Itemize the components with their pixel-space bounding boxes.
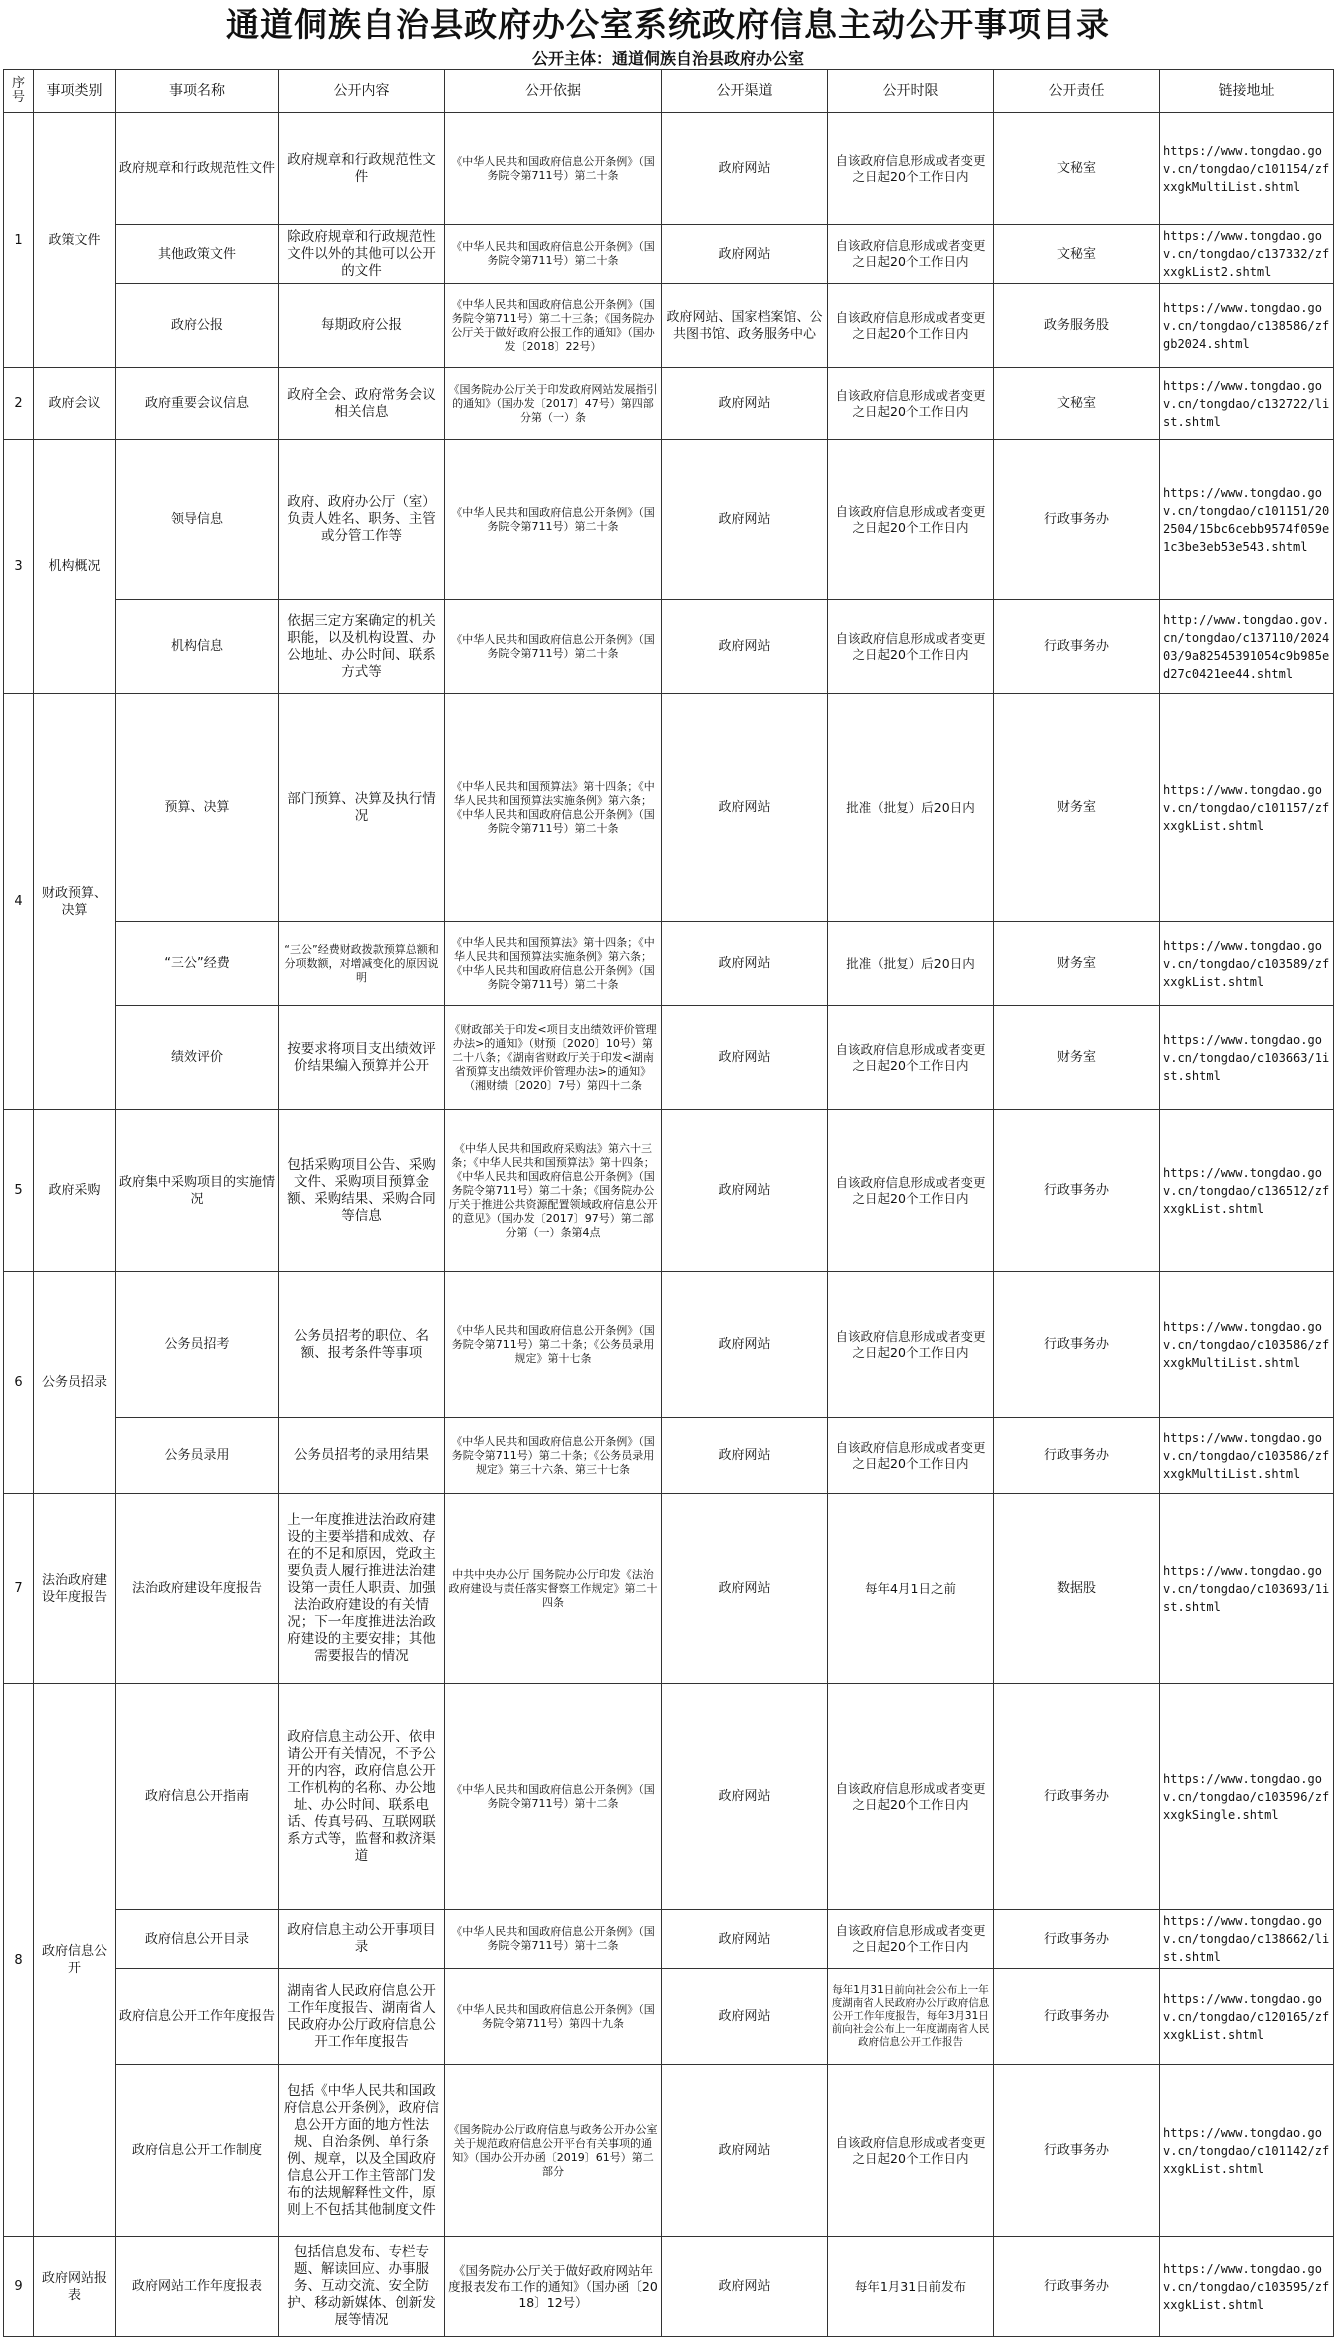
item-name: 政府集中采购项目的实施情况	[116, 1110, 279, 1272]
table-row	[4, 1110, 1334, 1272]
item-content: 政府全会、政府常务会议相关信息	[279, 368, 445, 440]
item-duty: 政务服务股	[994, 284, 1160, 368]
header-link: 链接地址	[1160, 70, 1334, 113]
item-basis: 《中华人民共和国政府信息公开条例》（国务院令第711号）第二十三条；《国务院办公厅关于做好政府公报工作的通知》（国办发〔2018〕22号）	[445, 284, 662, 368]
item-timing: 自该政府信息形成或者变更之日起20个工作日内	[828, 440, 994, 600]
item-channel: 政府网站	[662, 1494, 828, 1684]
item-channel: 政府网站	[662, 368, 828, 440]
item-timing: 自该政府信息形成或者变更之日起20个工作日内	[828, 1684, 994, 1910]
item-name: 公务员招考	[116, 1272, 279, 1418]
item-basis: 《中华人民共和国政府信息公开条例》（国务院令第711号）第二十条；《公务员录用规定》第十七条	[445, 1272, 662, 1418]
row-seq: 7	[4, 1494, 34, 1684]
item-name: 政府重要会议信息	[116, 368, 279, 440]
item-duty: 行政事务办	[994, 1684, 1160, 1910]
item-link[interactable]: https://www.tongdao.gov.cn/tongdao/c101142/zfxxgkList.shtml	[1160, 2065, 1334, 2237]
item-basis: 《中华人民共和国政府信息公开条例》（国务院令第711号）第二十条	[445, 440, 662, 600]
row-seq: 6	[4, 1272, 34, 1494]
row-category: 政策文件	[34, 113, 116, 368]
item-duty: 文秘室	[994, 113, 1160, 225]
row-category: 政府信息公开	[34, 1684, 116, 2237]
table-row	[4, 600, 1334, 694]
item-basis: 《中华人民共和国政府信息公开条例》（国务院令第711号）第二十条；《公务员录用规定》第三十六条、第三十七条	[445, 1418, 662, 1494]
item-basis: 《中华人民共和国政府信息公开条例》（国务院令第711号）第十二条	[445, 1910, 662, 1969]
table-row	[4, 922, 1334, 1006]
row-seq: 4	[4, 694, 34, 1110]
row-seq: 3	[4, 440, 34, 694]
item-duty: 数据股	[994, 1494, 1160, 1684]
item-duty: 行政事务办	[994, 2237, 1160, 2337]
item-name: 领导信息	[116, 440, 279, 600]
item-link[interactable]: https://www.tongdao.gov.cn/tongdao/c138586/zfgb2024.shtml	[1160, 284, 1334, 368]
disclosure-table	[3, 69, 1334, 2337]
item-timing: 自该政府信息形成或者变更之日起20个工作日内	[828, 1272, 994, 1418]
item-link[interactable]: https://www.tongdao.gov.cn/tongdao/c103693/1ist.shtml	[1160, 1494, 1334, 1684]
item-duty: 文秘室	[994, 225, 1160, 284]
item-content: 公务员招考的职位、名额、报考条件等事项	[279, 1272, 445, 1418]
item-name: 机构信息	[116, 600, 279, 694]
item-basis: 《中华人民共和国政府信息公开条例》（国务院令第711号）第二十条	[445, 225, 662, 284]
item-timing: 自该政府信息形成或者变更之日起20个工作日内	[828, 1110, 994, 1272]
table-row	[4, 1272, 1334, 1418]
header-channel: 公开渠道	[662, 70, 828, 113]
item-duty: 财务室	[994, 1006, 1160, 1110]
item-channel: 政府网站	[662, 2065, 828, 2237]
item-name: “三公”经费	[116, 922, 279, 1006]
item-link[interactable]: https://www.tongdao.gov.cn/tongdao/c103663/1ist.shtml	[1160, 1006, 1334, 1110]
row-category: 机构概况	[34, 440, 116, 694]
table-row	[4, 1494, 1334, 1684]
item-channel: 政府网站	[662, 113, 828, 225]
item-timing: 批准（批复）后20日内	[828, 694, 994, 922]
item-name: 预算、决算	[116, 694, 279, 922]
item-duty: 财务室	[994, 694, 1160, 922]
row-seq: 9	[4, 2237, 34, 2337]
item-basis: 《中华人民共和国政府信息公开条例》（国务院令第711号）第二十条	[445, 113, 662, 225]
item-name: 公务员录用	[116, 1418, 279, 1494]
table-row	[4, 284, 1334, 368]
item-content: 湖南省人民政府信息公开工作年度报告、湖南省人民政府办公厅政府信息公开工作年度报告	[279, 1969, 445, 2065]
item-basis: 《国务院办公厅关于印发政府网站发展指引的通知》（国办发〔2017〕47号）第四部分第（一）条	[445, 368, 662, 440]
header-seq: 序号	[4, 70, 34, 113]
item-channel: 政府网站	[662, 1684, 828, 1910]
item-channel: 政府网站	[662, 225, 828, 284]
item-link[interactable]: https://www.tongdao.gov.cn/tongdao/c120165/zfxxgkList.shtml	[1160, 1969, 1334, 2065]
table-row	[4, 2237, 1334, 2337]
header-category: 事项类别	[34, 70, 116, 113]
item-basis: 《中华人民共和国预算法》第十四条；《中华人民共和国预算法实施条例》第六条；《中华人民共和国政府信息公开条例》（国务院令第711号）第二十条	[445, 694, 662, 922]
item-link[interactable]: https://www.tongdao.gov.cn/tongdao/c101157/zfxxgkList.shtml	[1160, 694, 1334, 922]
page-subtitle: 公开主体：通道侗族自治县政府办公室	[531, 49, 804, 68]
item-basis: 《中华人民共和国政府采购法》第六十三条；《中华人民共和国预算法》第十四条；《中华人民共和国政府信息公开条例》（国务院令第711号）第二十条；《国务院办公厅关于推进公共资源配置领域政府信息公开的意见》（国办发〔2017〕97号）第二部分第（一）条第4点	[445, 1110, 662, 1272]
item-basis: 《中华人民共和国政府信息公开条例》（国务院令第711号）第十二条	[445, 1684, 662, 1910]
header-duty: 公开责任	[994, 70, 1160, 113]
item-link[interactable]: https://www.tongdao.gov.cn/tongdao/c103596/zfxxgkSingle.shtml	[1160, 1684, 1334, 1910]
item-link[interactable]: https://www.tongdao.gov.cn/tongdao/c101151/202504/15bc6cebb9574f059e1c3be3eb53e543.shtml	[1160, 440, 1334, 600]
item-basis: 《中华人民共和国政府信息公开条例》（国务院令第711号）第二十条	[445, 600, 662, 694]
item-channel: 政府网站、国家档案馆、公共图书馆、政务服务中心	[662, 284, 828, 368]
item-link[interactable]: https://www.tongdao.gov.cn/tongdao/c103595/zfxxgkList.shtml	[1160, 2237, 1334, 2337]
item-basis: 《国务院办公厅政府信息与政务公开办公室关于规范政府信息公开平台有关事项的通知》（国办公开办函〔2019〕61号）第二部分	[445, 2065, 662, 2237]
item-duty: 行政事务办	[994, 1272, 1160, 1418]
item-channel: 政府网站	[662, 2237, 828, 2337]
item-duty: 行政事务办	[994, 440, 1160, 600]
item-channel: 政府网站	[662, 1006, 828, 1110]
item-link[interactable]: http://www.tongdao.gov.cn/tongdao/c137110/202403/9a82545391054c9b985ed27c0421ee44.shtml	[1160, 600, 1334, 694]
item-channel: 政府网站	[662, 440, 828, 600]
item-basis: 《中华人民共和国预算法》第十四条；《中华人民共和国预算法实施条例》第六条；《中华人民共和国政府信息公开条例》（国务院令第711号）第二十条	[445, 922, 662, 1006]
item-content: 部门预算、决算及执行情况	[279, 694, 445, 922]
item-timing: 自该政府信息形成或者变更之日起20个工作日内	[828, 113, 994, 225]
header-basis: 公开依据	[445, 70, 662, 113]
item-content: 包括《中华人民共和国政府信息公开条例》，政府信息公开方面的地方性法规、自治条例、单行条例、规章，以及全国政府信息公开工作主管部门发布的法规解释性文件，原则上不包括其他制度文件	[279, 2065, 445, 2237]
item-content: 按要求将项目支出绩效评价结果编入预算并公开	[279, 1006, 445, 1110]
item-duty: 行政事务办	[994, 600, 1160, 694]
table-row	[4, 225, 1334, 284]
item-link[interactable]: https://www.tongdao.gov.cn/tongdao/c103589/zfxxgkList.shtml	[1160, 922, 1334, 1006]
item-basis: 《财政部关于印发<项目支出绩效评价管理办法>的通知》（财预〔2020〕10号）第二十八条；《湖南省财政厅关于印发<湖南省预算支出绩效评价管理办法>的通知》（湘财绩〔2020〕7号）第四十二条	[445, 1006, 662, 1110]
table-row	[4, 440, 1334, 600]
item-link[interactable]: https://www.tongdao.gov.cn/tongdao/c137332/zfxxgkList2.shtml	[1160, 225, 1334, 284]
item-duty: 行政事务办	[994, 2065, 1160, 2237]
item-channel: 政府网站	[662, 1110, 828, 1272]
item-duty: 财务室	[994, 922, 1160, 1006]
row-seq: 1	[4, 113, 34, 368]
item-basis: 《国务院办公厅关于做好政府网站年度报表发布工作的通知》（国办函〔2018〕12号）	[445, 2237, 662, 2337]
item-content: 上一年度推进法治政府建设的主要举措和成效、存在的不足和原因，党政主要负责人履行推进法治建设第一责任人职责、加强法治政府建设的有关情况；下一年度推进法治政府建设的主要安排；其他需要报告的情况	[279, 1494, 445, 1684]
row-category: 政府会议	[34, 368, 116, 440]
item-name: 其他政策文件	[116, 225, 279, 284]
item-name: 政府信息公开目录	[116, 1910, 279, 1969]
item-timing: 自该政府信息形成或者变更之日起20个工作日内	[828, 1910, 994, 1969]
row-category: 财政预算、决算	[34, 694, 116, 1110]
row-category: 政府网站报表	[34, 2237, 116, 2337]
page-title: 通道侗族自治县政府办公室系统政府信息主动公开事项目录	[226, 5, 1110, 44]
item-content: 政府信息主动公开事项目录	[279, 1910, 445, 1969]
item-basis: 《中华人民共和国政府信息公开条例》（国务院令第711号）第四十九条	[445, 1969, 662, 2065]
item-timing: 批准（批复）后20日内	[828, 922, 994, 1006]
item-content: 每期政府公报	[279, 284, 445, 368]
item-name: 政府规章和行政规范性文件	[116, 113, 279, 225]
header-name: 事项名称	[116, 70, 279, 113]
item-link[interactable]: https://www.tongdao.gov.cn/tongdao/c103586/zfxxgkMultiList.shtml	[1160, 1418, 1334, 1494]
item-content: 公务员招考的录用结果	[279, 1418, 445, 1494]
item-timing: 自该政府信息形成或者变更之日起20个工作日内	[828, 225, 994, 284]
table-row	[4, 1006, 1334, 1110]
item-timing: 自该政府信息形成或者变更之日起20个工作日内	[828, 1418, 994, 1494]
table-header-row	[4, 70, 1334, 113]
item-link[interactable]: https://www.tongdao.gov.cn/tongdao/c136512/zfxxgkList.shtml	[1160, 1110, 1334, 1272]
table-row	[4, 113, 1334, 225]
item-channel: 政府网站	[662, 922, 828, 1006]
item-channel: 政府网站	[662, 1969, 828, 2065]
header-content: 公开内容	[279, 70, 445, 113]
table-row	[4, 1418, 1334, 1494]
header-timing: 公开时限	[828, 70, 994, 113]
table-row	[4, 694, 1334, 922]
item-channel: 政府网站	[662, 600, 828, 694]
item-timing: 每年1月31日前向社会公布上一年度湖南省人民政府办公厅政府信息公开工作年度报告，每年3月31日前向社会公布上一年度湖南省人民政府信息公开工作报告	[828, 1969, 994, 2065]
table-row	[4, 1910, 1334, 1969]
row-category: 法治政府建设年度报告	[34, 1494, 116, 1684]
item-content: “三公”经费财政拨款预算总额和分项数额，对增减变化的原因说明	[279, 922, 445, 1006]
item-content: 除政府规章和行政规范性文件以外的其他可以公开的文件	[279, 225, 445, 284]
item-content: 包括信息发布、专栏专题、解读回应、办事服务、互动交流、安全防护、移动新媒体、创新发展等情况	[279, 2237, 445, 2337]
item-timing: 自该政府信息形成或者变更之日起20个工作日内	[828, 284, 994, 368]
item-timing: 自该政府信息形成或者变更之日起20个工作日内	[828, 2065, 994, 2237]
item-timing: 自该政府信息形成或者变更之日起20个工作日内	[828, 1006, 994, 1110]
row-seq: 8	[4, 1684, 34, 2237]
table-row	[4, 1969, 1334, 2065]
item-name: 绩效评价	[116, 1006, 279, 1110]
row-category: 公务员招录	[34, 1272, 116, 1494]
item-timing: 每年1月31日前发布	[828, 2237, 994, 2337]
item-channel: 政府网站	[662, 1418, 828, 1494]
item-name: 政府信息公开指南	[116, 1684, 279, 1910]
item-content: 政府规章和行政规范性文件	[279, 113, 445, 225]
item-basis: 中共中央办公厅 国务院办公厅印发《法治政府建设与责任落实督察工作规定》第二十四条	[445, 1494, 662, 1684]
item-name: 政府信息公开工作制度	[116, 2065, 279, 2237]
row-category: 政府采购	[34, 1110, 116, 1272]
item-channel: 政府网站	[662, 1910, 828, 1969]
item-link[interactable]: https://www.tongdao.gov.cn/tongdao/c138662/list.shtml	[1160, 1910, 1334, 1969]
table-row	[4, 368, 1334, 440]
item-duty: 文秘室	[994, 368, 1160, 440]
item-link[interactable]: https://www.tongdao.gov.cn/tongdao/c103586/zfxxgkMultiList.shtml	[1160, 1272, 1334, 1418]
item-name: 政府公报	[116, 284, 279, 368]
row-seq: 5	[4, 1110, 34, 1272]
item-content: 政府信息主动公开、依申请公开有关情况，不予公开的内容，政府信息公开工作机构的名称、办公地址、办公时间、联系电话、传真号码、互联网联系方式等，监督和救济渠道	[279, 1684, 445, 1910]
item-timing: 每年4月1日之前	[828, 1494, 994, 1684]
item-duty: 行政事务办	[994, 1110, 1160, 1272]
table-row	[4, 1684, 1334, 1910]
row-seq: 2	[4, 368, 34, 440]
item-link[interactable]: https://www.tongdao.gov.cn/tongdao/c101154/zfxxgkMultiList.shtml	[1160, 113, 1334, 225]
item-content: 依据三定方案确定的机关职能，以及机构设置、办公地址、办公时间、联系方式等	[279, 600, 445, 694]
item-channel: 政府网站	[662, 1272, 828, 1418]
item-duty: 行政事务办	[994, 1969, 1160, 2065]
item-name: 政府信息公开工作年度报告	[116, 1969, 279, 2065]
item-timing: 自该政府信息形成或者变更之日起20个工作日内	[828, 600, 994, 694]
table-row	[4, 2065, 1334, 2237]
item-duty: 行政事务办	[994, 1910, 1160, 1969]
item-channel: 政府网站	[662, 694, 828, 922]
item-name: 政府网站工作年度报表	[116, 2237, 279, 2337]
item-content: 包括采购项目公告、采购文件、采购项目预算金额、采购结果、采购合同等信息	[279, 1110, 445, 1272]
item-name: 法治政府建设年度报告	[116, 1494, 279, 1684]
item-link[interactable]: https://www.tongdao.gov.cn/tongdao/c132722/list.shtml	[1160, 368, 1334, 440]
item-duty: 行政事务办	[994, 1418, 1160, 1494]
item-timing: 自该政府信息形成或者变更之日起20个工作日内	[828, 368, 994, 440]
item-content: 政府、政府办公厅（室）负责人姓名、职务、主管或分管工作等	[279, 440, 445, 600]
